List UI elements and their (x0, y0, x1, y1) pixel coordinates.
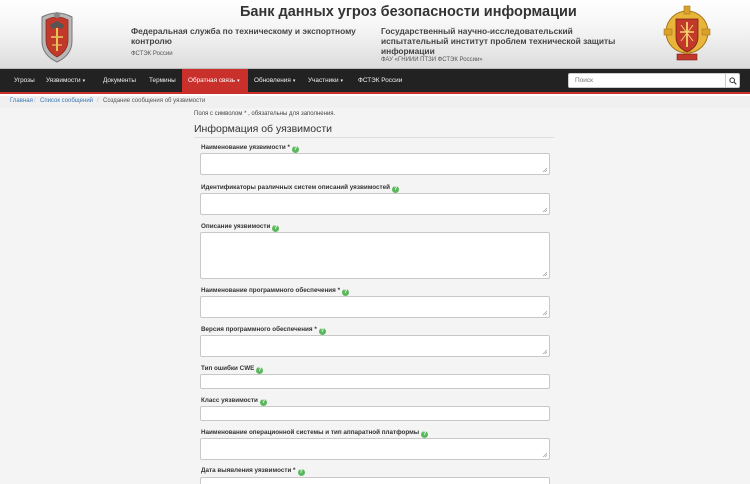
section-title: Информация об уязвимости (194, 123, 333, 135)
nav-feedback[interactable]: Обратная связь ▾ (182, 69, 248, 92)
help-icon[interactable]: ? (299, 469, 303, 475)
resize-handle-icon[interactable] (542, 310, 548, 316)
field-label-os-platform: Наименование операционной системы и тип аппаратной платформы ? (201, 429, 427, 437)
resize-handle-icon[interactable] (542, 207, 548, 213)
form-area (0, 108, 750, 484)
help-icon[interactable]: ? (393, 186, 398, 192)
org-right-name: Государственный научно-исследовательский испытательный институт проблем технической защиты информации (381, 26, 616, 56)
field-label-discovery-date: Дата выявления уязвимости * ? (201, 467, 303, 475)
description-textarea[interactable] (200, 232, 550, 279)
chevron-down-icon: ▾ (340, 78, 344, 84)
nav-terms[interactable]: Термины (149, 77, 176, 84)
help-icon[interactable]: ? (274, 225, 278, 231)
field-label-cwe-type: Тип ошибки CWE ? (201, 365, 262, 373)
help-icon[interactable]: ? (320, 328, 324, 334)
search-input[interactable] (568, 73, 726, 88)
vuln-class-input[interactable] (200, 406, 550, 421)
chevron-down-icon: ▾ (292, 78, 296, 84)
site-header (0, 0, 750, 69)
field-label-software-version: Версия программного обеспечения * ? (201, 326, 324, 334)
field-label-vuln-name: Наименование уязвимости * ? (201, 144, 298, 152)
breadcrumb-home[interactable]: Главная (10, 98, 33, 104)
help-icon[interactable]: ? (293, 146, 298, 152)
software-name-textarea[interactable] (200, 296, 550, 318)
identifiers-textarea[interactable] (200, 193, 550, 215)
resize-handle-icon[interactable] (542, 271, 548, 277)
org-right-sub: ФАУ «ГНИИИ ПТЗИ ФСТЭК России» (381, 57, 483, 63)
os-platform-textarea[interactable] (200, 438, 550, 460)
field-label-description: Описание уязвимости ? (201, 223, 278, 231)
breadcrumb-separator: / (97, 98, 99, 104)
field-label-vuln-class: Класс уязвимости ? (201, 397, 266, 405)
cwe-type-input[interactable] (200, 374, 550, 389)
discovery-date-input[interactable] (200, 477, 550, 484)
help-icon[interactable]: ? (261, 399, 266, 405)
breadcrumb-current: Создание сообщения об уязвимости (103, 98, 206, 104)
resize-handle-icon[interactable] (542, 452, 548, 458)
help-icon[interactable]: ? (258, 367, 262, 373)
nav-participants[interactable]: Участники ▾ (308, 77, 344, 84)
nav-fstec[interactable]: ФСТЭК России (358, 77, 403, 84)
vuln-name-textarea[interactable] (200, 153, 550, 175)
breadcrumb-messages[interactable]: Список сообщений (40, 98, 94, 104)
org-left-name: Федеральная служба по техническому и экспортному контролю (131, 26, 356, 46)
fstec-emblem-icon (38, 7, 76, 63)
chevron-down-icon: ▾ (237, 78, 240, 84)
main-navbar (0, 69, 750, 94)
chevron-down-icon: ▾ (82, 78, 86, 84)
field-label-software-name: Наименование программного обеспечения * ? (201, 287, 348, 295)
search-button[interactable] (726, 73, 740, 88)
resize-handle-icon[interactable] (542, 349, 548, 355)
section-divider (194, 137, 554, 138)
software-version-textarea[interactable] (200, 335, 550, 357)
search-icon (729, 77, 737, 85)
institute-emblem-icon (663, 5, 711, 63)
site-title: Банк данных угроз безопасности информации (240, 4, 577, 20)
resize-handle-icon[interactable] (542, 167, 548, 173)
help-icon[interactable]: ? (343, 289, 348, 295)
nav-updates[interactable]: Обновления ▾ (254, 77, 296, 84)
nav-threats[interactable]: Угрозы (14, 77, 35, 84)
breadcrumb-separator: / (34, 98, 36, 104)
nav-documents[interactable]: Документы (103, 77, 136, 84)
org-left-sub: ФСТЭК России (131, 51, 173, 57)
breadcrumb (0, 96, 750, 108)
required-note: Поля с символом * , обязательны для заполнения. (194, 111, 336, 117)
nav-vulnerabilities[interactable]: Уязвимости ▾ (46, 77, 86, 84)
help-icon[interactable]: ? (423, 431, 427, 437)
field-label-identifiers: Идентификаторы различных систем описаний уязвимостей ? (201, 184, 398, 192)
